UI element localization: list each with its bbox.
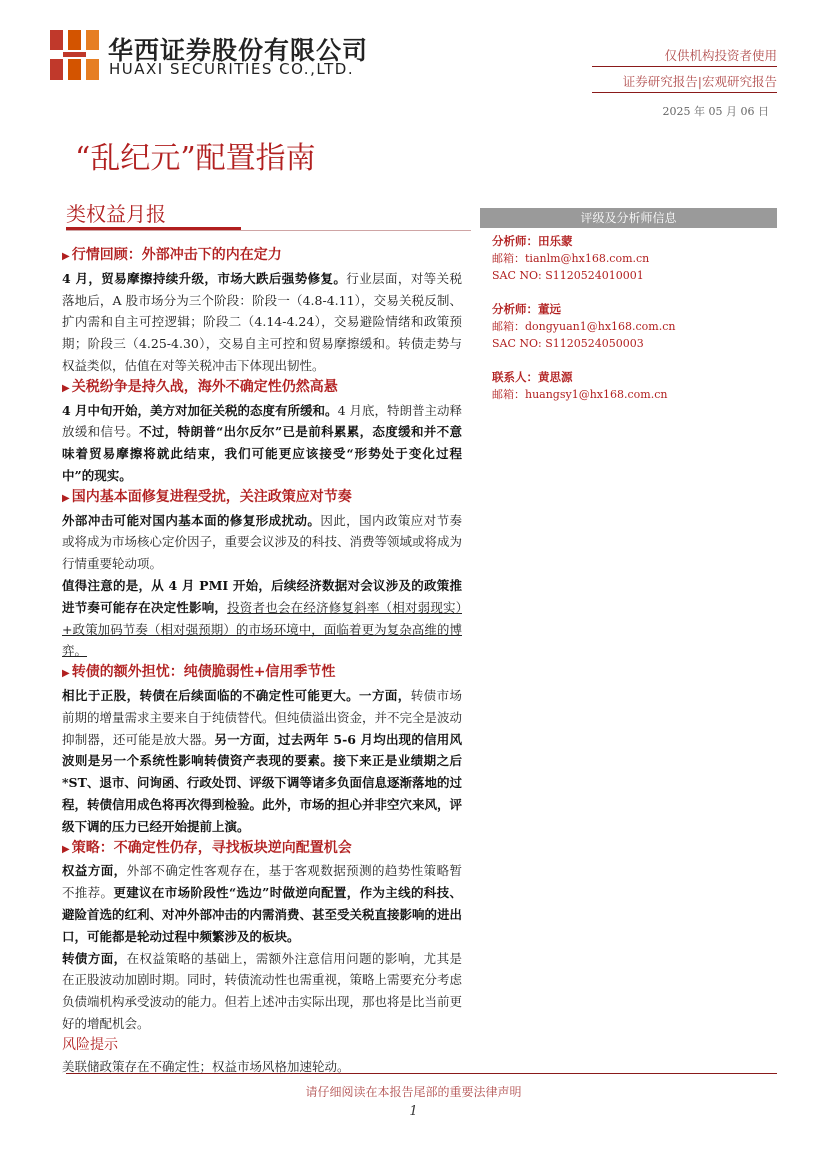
section-heading: ▶ 转债的额外担忧：纯债脆弱性+信用季节性 (62, 664, 336, 681)
triangle-bullet-icon: ▶ (62, 668, 70, 680)
report-date: 2025 年 05 月 06 日 (662, 105, 769, 118)
section-paragraph: 转债方面，在权益策略的基础上，需额外注意信用问题的影响，尤其是在正股波动加剧时期。同时，转债流动性也需重视，策略上需要充分考虑负债端机构承受波动的能力。但若上述冲击实际出现，那也将是比当前更好的增配机会。 (62, 950, 463, 1031)
analyst-entry (492, 301, 777, 352)
report-title: “乱纪元”配置指南 (75, 141, 316, 176)
analyst-sac: SAC NO: S1120524010001 (492, 269, 644, 282)
analyst-sac: SAC NO: S1120524050003 (492, 337, 644, 350)
risk-heading: 风险提示 (62, 1036, 118, 1053)
section-paragraph: 4 月，贸易摩擦持续升级，市场大跌后强势修复。行业层面，对等关税落地后，A 股市场分为三个阶段：阶段一（4.8-4.11），交易关税反制、扩内需和自主可控逻辑；阶段二（4.14-4.24），交易避险情绪和政策预期；阶段三（4.25-4.30），交易自主可控和贸易摩擦缓和。转债走势与权益类似，估值在对等关税冲击下体现出韧性。 (62, 270, 462, 373)
analyst-name: 分析师：董远 (492, 302, 561, 316)
footer-divider (66, 1073, 777, 1074)
section-paragraph: 4 月中旬开始，美方对加征关税的态度有所缓和。4 月底，特朗普主动释放缓和信号。不过，特朗普“出尔反尔”已是前科累累，态度缓和并不意味着贸易摩擦将就此结束，我们可能更应该接受“形势处于变化过程中”的现实。 (62, 402, 462, 483)
legal-disclaimer: 请仔细阅读在本报告尾部的重要法律声明 (305, 1085, 522, 1099)
header-divider (592, 66, 777, 67)
huaxi-logo-icon (50, 30, 100, 80)
analyst-entry (492, 233, 777, 284)
triangle-bullet-icon: ▶ (62, 492, 70, 504)
report-summary (62, 245, 462, 1078)
analyst-name: 分析师：田乐蒙 (492, 234, 573, 248)
report-subtitle: 类权益月报 (66, 202, 166, 226)
company-name-en: HUAXI SECURITIES CO.,LTD. (109, 60, 355, 78)
section-paragraph: 相比于正股，转债在后续面临的不确定性可能更大。一方面，转债市场前期的增量需求主要来自于纯债替代。但纯债溢出资金，并不完全是波动抑制器，还可能是放大器。另一方面，过去两年 5-6 月均出现的信用风波则是另一个系统性影响转债资产表现的要素。接下来正是业绩期之后*ST、退市、问询函、行政处罚、评级下调等诸多负面信息逐渐落地的过程，转债信用成色将再次得到检验。此外，市场的担心并非空穴来风，评级下调的压力已经开始提前上演。 (62, 687, 463, 834)
analyst-email[interactable]: 邮箱：tianlm@hx168.com.cn (492, 252, 650, 265)
triangle-bullet-icon: ▶ (62, 251, 70, 262)
company-name-cn: 华西证券股份有限公司 (108, 36, 369, 65)
contact-name: 联系人：黄思源 (492, 370, 573, 384)
company-logo (50, 30, 370, 80)
contact-email[interactable]: 邮箱：huangsy1@hx168.com.cn (492, 388, 668, 401)
audience-label: 仅供机构投资者使用 (664, 48, 777, 63)
analyst-email[interactable]: 邮箱：dongyuan1@hx168.com.cn (492, 320, 676, 333)
analyst-info-panel (480, 208, 777, 420)
analyst-panel-title: 评级及分析师信息 (480, 208, 777, 228)
section-paragraph: 外部冲击可能对国内基本面的修复形成扰动。因此，国内政策应对节奏或将成为市场核心定价因子，重要会议涉及的科技、消费等领域或将成为行情重要轮动项。 (62, 512, 463, 572)
section-paragraph: 权益方面，外部不确定性客观存在，基于客观数据预测的趋势性策略暂不推荐。更建议在市场阶段性“选边”时做逆向配置，作为主线的科技、避险首选的红利、对冲外部冲击的内需消费、甚至受关税直接影响的进出口，可能都是轮动过程中频繁涉及的板块。 (62, 863, 463, 944)
triangle-bullet-icon: ▶ (62, 843, 70, 855)
section-heading: ▶ 策略：不确定性仍存，寻找板块逆向配置机会 (62, 839, 352, 856)
header-divider (592, 92, 777, 93)
report-type-label: 证券研究报告|宏观研究报告 (622, 74, 777, 89)
section-heading: ▶ 国内基本面修复进程受扰，关注政策应对节奏 (62, 488, 352, 505)
contact-entry (492, 369, 777, 403)
page-number: 1 (409, 1104, 418, 1119)
risk-text: 美联储政策存在不确定性；权益市场风格加速轮动。 (62, 1059, 350, 1075)
section-heading: ▶ 关税纷争是持久战，海外不确定性仍然高悬 (62, 378, 338, 395)
section-paragraph: 值得注意的是，从 4 月 PMI 开始，后续经济数据对会议涉及的政策推进节奏可能存在决定性影响，投资者也会在经济修复斜率（相对弱现实）+政策加码节奏（相对强预期）的市场环境中，面临着更为复杂高维的博弈。 (62, 577, 462, 659)
subtitle-rule-thin (66, 230, 471, 231)
triangle-bullet-icon: ▶ (62, 382, 70, 394)
section-heading: ▶ 行情回顾：外部冲击下的内在定力 (62, 247, 282, 263)
